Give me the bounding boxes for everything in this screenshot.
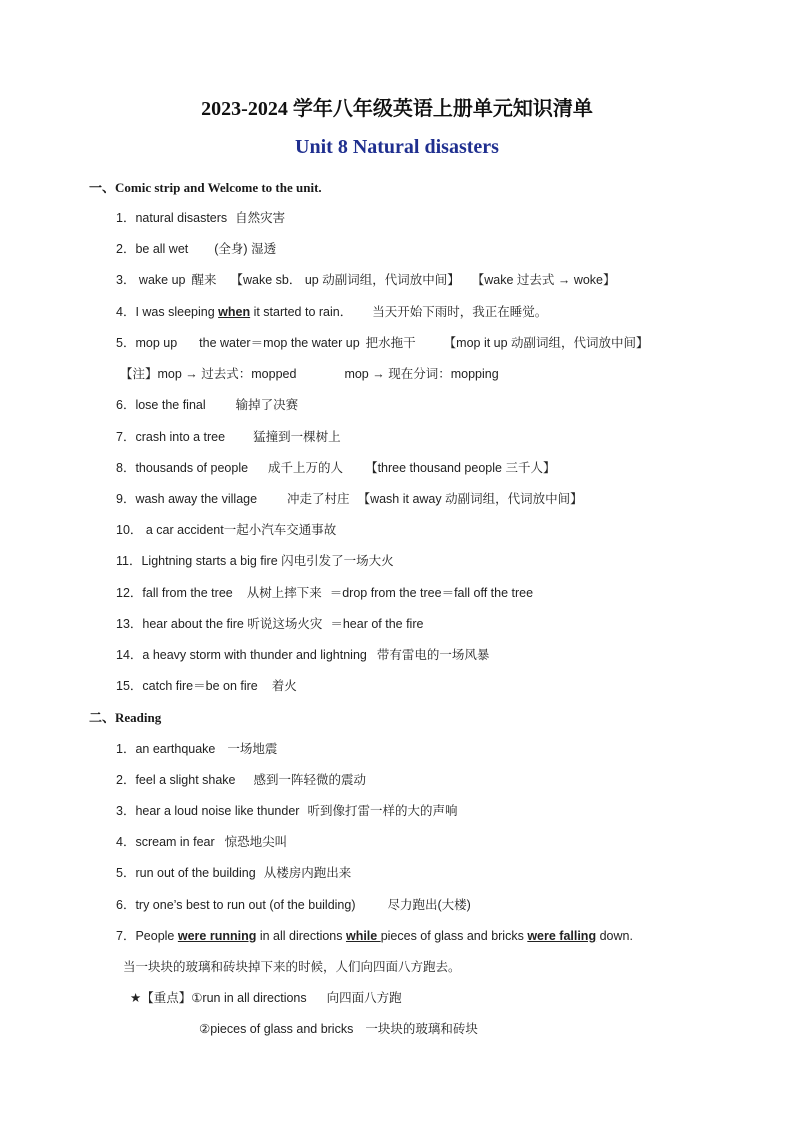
section-heading-reading: 二、Reading: [89, 710, 162, 725]
list-item: 1．natural disasters 自然灾害: [116, 211, 286, 225]
list-item: 9．wash away the village 冲走了村庄 【wash it away 动副词组，代词放中间】: [116, 492, 583, 506]
list-item: 7．crash into a tree 猛撞到一棵树上: [116, 430, 341, 444]
list-item: 1．an earthquake 一场地震: [116, 742, 278, 756]
list-item: 7．People were running in all directions while pieces of glass and bricks were falling down.: [116, 929, 633, 943]
list-item: 13．hear about the fire 听说这场火灾 ＝hear of the fire: [116, 617, 424, 631]
list-item: 5．run out of the building 从楼房内跑出来: [116, 866, 352, 880]
section-heading-comic: 一、Comic strip and Welcome to the unit.: [89, 180, 322, 195]
list-item: 8．thousands of people 成千上万的人 【three thousand people 三千人】: [116, 461, 556, 475]
list-item: 2．feel a slight shake 感到一阵轻微的震动: [116, 773, 367, 787]
list-item: 【注】mop → 过去式：mopped mop → 现在分词：mopping: [120, 367, 499, 381]
list-item: 14．a heavy storm with thunder and lightning 带有雷电的一场风暴: [116, 648, 490, 662]
list-item: 3． wake up 醒来 【wake sb． up 动副词组，代词放中间】 【wake 过去式 → woke】: [116, 273, 616, 287]
list-item: 4．I was sleeping when it started to rain． 当天开始下雨时，我正在睡觉。: [116, 305, 548, 319]
keypoint-line: ★【重点】①run in all directions 向四面八方跑: [130, 991, 402, 1005]
list-item: 3．hear a loud noise like thunder 听到像打雷一样的大的声响: [116, 804, 458, 818]
translation-line: 当一块块的玻璃和砖块掉下来的时候，人们向四面八方跑去。: [123, 960, 461, 974]
list-item: 12．fall from the tree 从树上摔下来 ＝drop from the tree＝fall off the tree: [116, 586, 534, 600]
list-item: 10． a car accident一起小汽车交通事故: [116, 523, 337, 537]
list-item: 6．try one’s best to run out (of the building) 尽力跑出(大楼): [116, 898, 471, 912]
list-item: 11．Lightning starts a big fire 闪电引发了一场大火: [116, 554, 394, 568]
list-item: 6．lose the final 输掉了决赛: [116, 398, 299, 412]
list-item: 5．mop up the water＝mop the water up 把水拖干 【mop it up 动副词组，代词放中间】: [116, 336, 649, 350]
keypoint-line: ②pieces of glass and bricks 一块块的玻璃和砖块: [199, 1022, 478, 1036]
list-item: 2．be all wet (全身) 湿透: [116, 242, 277, 256]
list-item: 4．scream in fear 惊恐地尖叫: [116, 835, 288, 849]
list-item: 15．catch fire＝be on fire 着火: [116, 679, 297, 693]
unit-title: Unit 8 Natural disasters: [295, 136, 499, 158]
page-title: 2023-2024 学年八年级英语上册单元知识清单: [201, 98, 593, 120]
